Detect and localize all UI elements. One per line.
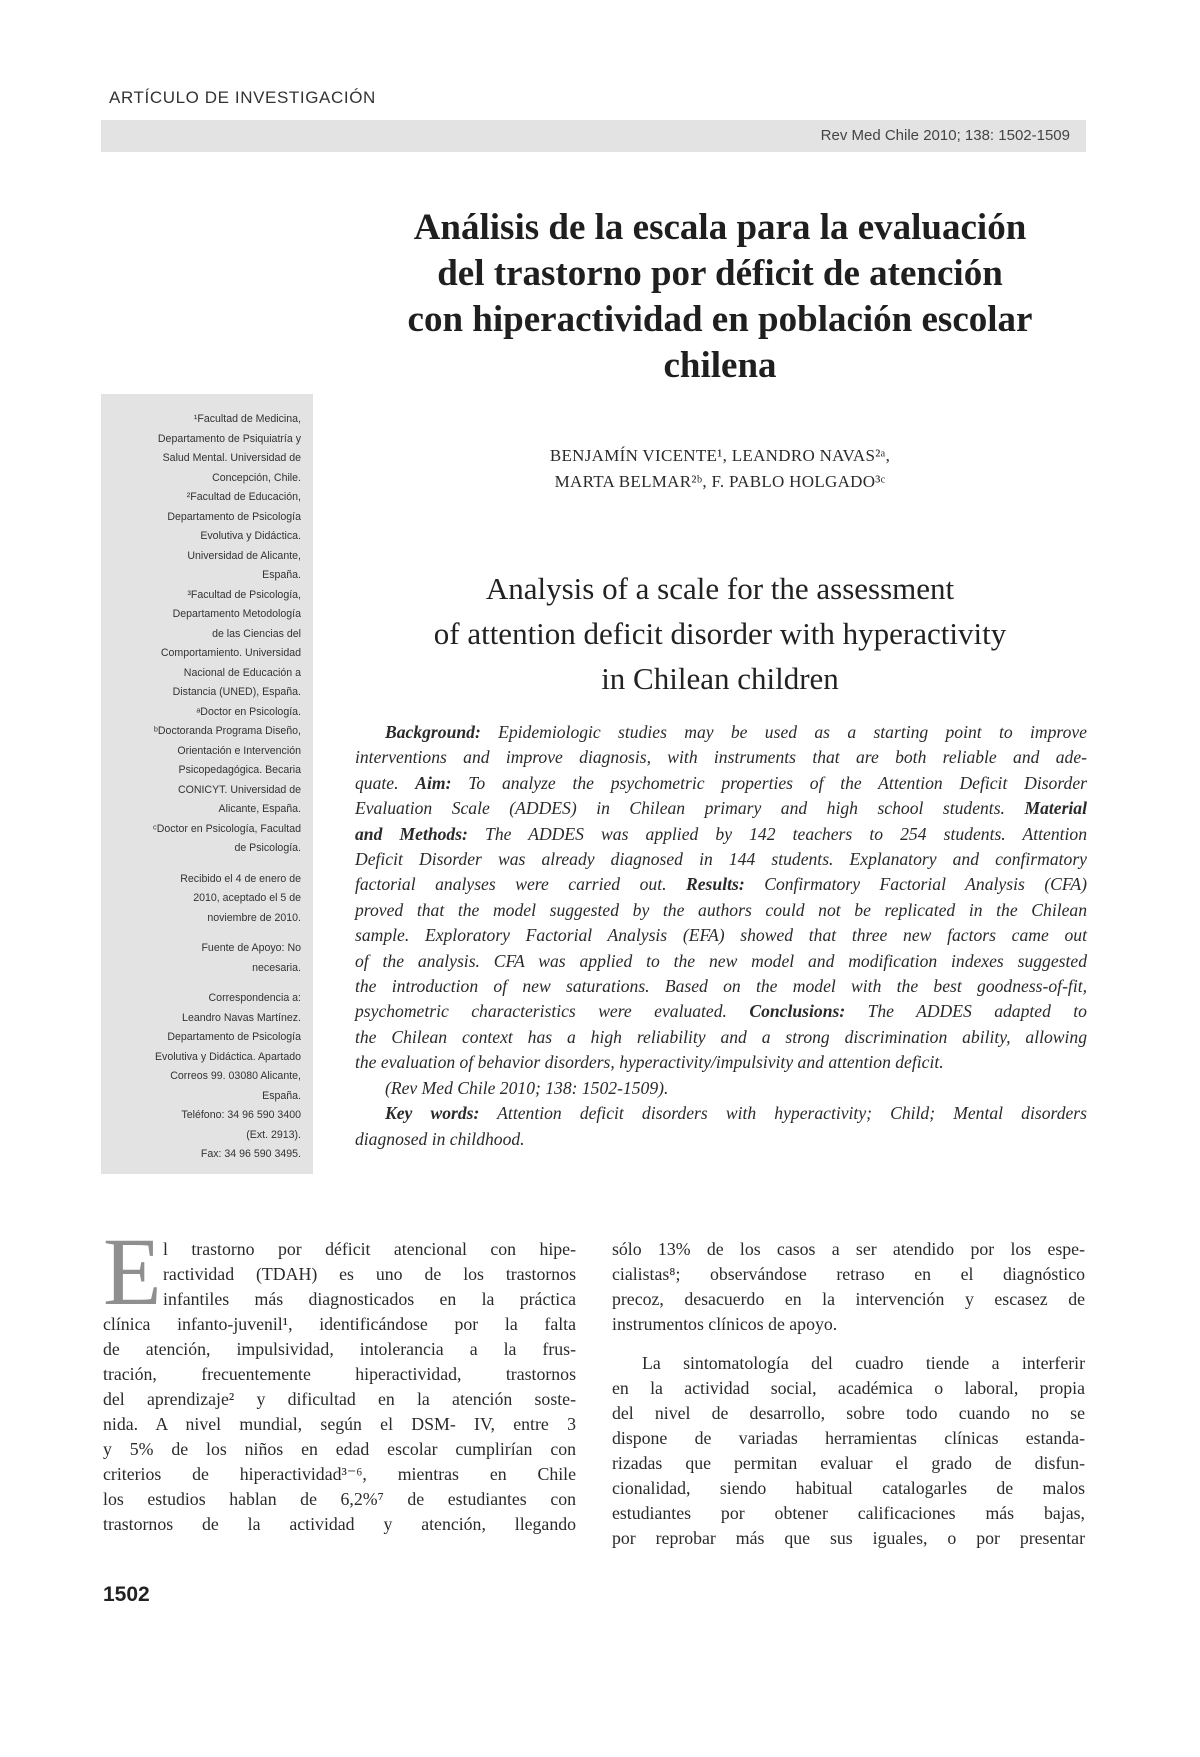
english-title [360,566,1080,701]
article-title [360,205,1080,389]
abstract-citation: (Rev Med Chile 2010; 138: 1502-1509). [385,1077,669,1098]
funding-block [116,939,301,978]
affiliation-line: ᵇDoctoranda Programa Diseño, [153,725,301,737]
abstract-line: the introduction of new saturations. Based on the model with the best goodness-of-fit, [355,976,1087,997]
affiliation-line: Departamento Metodología [172,608,301,620]
title-line: del trastorno por déficit de atención [437,253,1003,294]
correspondence-line: Correos 99. 03080 Alicante, [170,1070,301,1082]
abstract-line: sample. Exploratory Factorial Analysis (EFA) showed that three new factors came out [355,925,1087,946]
body-text-line: cionalidad, siendo habitual catalogarles de malos [612,1478,1085,1498]
abstract-text: psychometric characteristics were evaluated. [355,1001,750,1022]
abstract-text: Evaluation Scale (ADDES) in Chilean primary and high school students. [355,798,1025,819]
correspondence-line: Leandro Navas Martínez. [182,1011,301,1024]
journal-reference-bar [101,120,1086,152]
body-text-line: y 5% de los niños en edad escolar cumplirían con [103,1439,576,1459]
body-text-line: criterios de hiperactividad³⁻⁶, mientras en Chile [103,1464,576,1484]
journal-reference: Rev Med Chile 2010; 138: 1502-1509 [820,127,1070,144]
affiliation-line: Distancia (UNED), España. [172,686,301,698]
funding-line: necesaria. [252,961,301,974]
correspondence-block [116,989,301,1165]
abstract-text: To analyze the psychometric properties of the Attention Deficit Disorder [451,772,1087,793]
keywords-line: diagnosed in childhood. [355,1128,525,1149]
affiliation-line: Evolutiva y Didáctica. [200,530,301,542]
abstract-line: of the analysis. CFA was applied to the new model and modification indexes suggested [355,950,1087,971]
affiliation-line: Alicante, España. [218,803,301,815]
abstract-text: Epidemiologic studies may be used as a starting point to improve [480,722,1087,742]
body-text-line: cialistas⁸; observándose retraso en el diagnóstico [612,1264,1085,1284]
abstract-line [355,720,1087,745]
abstract-text: The ADDES adapted to [845,1001,1087,1022]
abstract-label-conclusions: Conclusions: [749,1001,846,1022]
affiliation-line: CONICYT. Universidad de [177,783,301,796]
body-text-line: estudiantes por obtener calificaciones más bajas, [612,1503,1085,1523]
english-title-line: in Chilean children [601,661,839,696]
body-text-line: ractividad (TDAH) es uno de los trastornos [163,1264,576,1284]
received-line: noviembre de 2010. [207,911,301,924]
body-text-line: instrumentos clínicos de apoyo. [612,1314,838,1334]
affiliation-line: Orientación e Intervención [177,744,301,757]
body-text-line: de atención, impulsividad, intolerancia a la frus- [103,1339,576,1359]
body-text-line: precoz, desacuerdo en la intervención y escasez de [612,1289,1085,1309]
paragraph-gap [612,1337,1085,1351]
body-text-line: rizadas que permitan evaluar el grado de disfun- [612,1453,1085,1473]
affiliation-line: de Psicología. [234,842,301,854]
body-text-line: por reprobar más que sus iguales, o por presentar [612,1528,1085,1548]
abstract-label-material: Material [1024,798,1087,819]
body-text-line: del nivel de desarrollo, sobre todo cuando no se [612,1403,1085,1423]
abstract-label-methods: and Methods: [355,823,468,844]
affiliations-block [116,410,301,859]
keywords-label: Key words: [385,1103,480,1124]
title-line: con hiperactividad en población escolar [407,299,1033,340]
body-column-right [612,1237,1085,1551]
drop-cap: E [103,1218,162,1325]
abstract-line [355,822,1087,847]
keywords-text: Attention deficit disorders with hyperactivity; Child; Mental disorders [479,1103,1088,1124]
abstract-label-background: Background: [385,722,481,742]
body-text-line: nida. A nivel mundial, según el DSM- IV, entre 3 [103,1414,576,1434]
affiliation-line: Salud Mental. Universidad de [162,452,301,464]
correspondence-line: Departamento de Psicología [167,1031,301,1043]
affiliation-line: Psicopedagógica. Becaria [178,764,301,776]
body-column-left [103,1237,576,1537]
body-text-line: l trastorno por déficit atencional con hipe- [163,1239,576,1259]
english-title-line: of attention deficit disorder with hyperactivity [433,616,1007,651]
affiliation-line: Departamento de Psiquiatría y [157,432,301,445]
correspondence-line: Evolutiva y Didáctica. Apartado [154,1050,301,1063]
affiliation-line: Departamento de Psicología [167,510,301,523]
correspondence-line: Fax: 34 96 590 3495. [200,1148,301,1160]
abstract-line [355,872,1087,897]
body-text-line: en la actividad social, académica o laboral, propia [612,1378,1085,1398]
authors [380,443,1060,495]
affiliations-sidebar [101,394,313,1174]
body-text-line: sólo 13% de los casos a ser atendido por los espe- [612,1239,1085,1259]
abstract-text: quate. [355,772,416,793]
affiliation-line: Universidad de Alicante, [187,549,301,562]
body-text-line: clínica infanto-juvenil¹, identificándose por la falta [103,1314,576,1334]
affiliation-line: Nacional de Educación a [183,666,301,679]
keywords-line [355,1101,1087,1126]
correspondence-line: Teléfono: 34 96 590 3400 [181,1109,301,1121]
abstract-line: the evaluation of behavior disorders, hyperactivity/impulsivity and attention deficit. [355,1052,944,1073]
body-text-line: del aprendizaje² y dificultad en la atención soste- [103,1389,576,1409]
abstract-text: factorial analyses were carried out. [355,874,687,895]
affiliation-line: ᶜDoctor en Psicología, Facultad [152,822,301,835]
abstract [355,720,1087,1152]
body-text-line: trastornos de la actividad y atención, llegando [103,1514,576,1534]
affiliation-line: de las Ciencias del [212,627,301,640]
affiliation-line: Comportamiento. Universidad [160,647,301,659]
body-text-line: los estudios hablan de 6,2%⁷ de estudiantes con [103,1489,576,1509]
abstract-text: Confirmatory Factorial Analysis (CFA) [744,874,1087,895]
received-block [116,870,301,929]
title-line: chilena [663,345,777,386]
affiliation-line: España. [262,569,301,581]
abstract-line: Deficit Disorder was already diagnosed in 144 students. Explanatory and confirmatory [355,849,1087,870]
abstract-line: the Chilean context has a high reliability and a strong discrimination ability, allowing [355,1026,1087,1047]
affiliation-line: ᵃDoctor en Psicología. [196,705,301,718]
authors-line: MARTA BELMAR²ᵇ, F. PABLO HOLGADO³ᶜ [554,472,886,491]
title-line: Análisis de la escala para la evaluación [413,207,1027,248]
body-text-line: tración, frecuentemente hiperactividad, trastornos [103,1364,576,1384]
affiliation-line: Concepción, Chile. [212,471,301,484]
correspondence-line: España. [262,1089,301,1102]
body-text-line: dispone de variadas herramientas clínicas estanda- [612,1428,1085,1448]
abstract-line [355,796,1087,821]
affiliation-line: ³Facultad de Psicología, [187,588,301,601]
abstract-line [355,771,1087,796]
received-line: 2010, aceptado el 5 de [193,892,301,904]
abstract-line: proved that the model suggested by the authors could not be replicated in the Chilean [355,899,1087,920]
authors-line: BENJAMÍN VICENTE¹, LEANDRO NAVAS²ᵃ, [549,446,891,465]
abstract-text: The ADDES was applied by 142 teachers to 254 students. Attention [467,823,1088,844]
body-text-line: infantiles más diagnosticados en la práctica [163,1289,576,1309]
correspondence-line: (Ext. 2913). [246,1128,301,1141]
body-text-line: La sintomatología del cuadro tiende a interferir [642,1353,1085,1373]
abstract-line [355,999,1087,1024]
affiliation-line: ²Facultad de Educación, [186,491,301,503]
funding-line: Fuente de Apoyo: No [201,942,301,954]
correspondence-line: Correspondencia a: [208,992,301,1004]
abstract-line: interventions and improve diagnosis, with instruments that are both reliable and ade- [355,747,1087,768]
english-title-line: Analysis of a scale for the assessment [485,571,955,606]
abstract-label-aim: Aim: [415,772,452,793]
section-label: ARTÍCULO DE INVESTIGACIÓN [109,88,376,107]
received-line: Recibido el 4 de enero de [180,872,301,885]
affiliation-line: ¹Facultad de Medicina, [193,413,301,425]
abstract-label-results: Results: [686,874,745,895]
page-number: 1502 [103,1583,150,1606]
